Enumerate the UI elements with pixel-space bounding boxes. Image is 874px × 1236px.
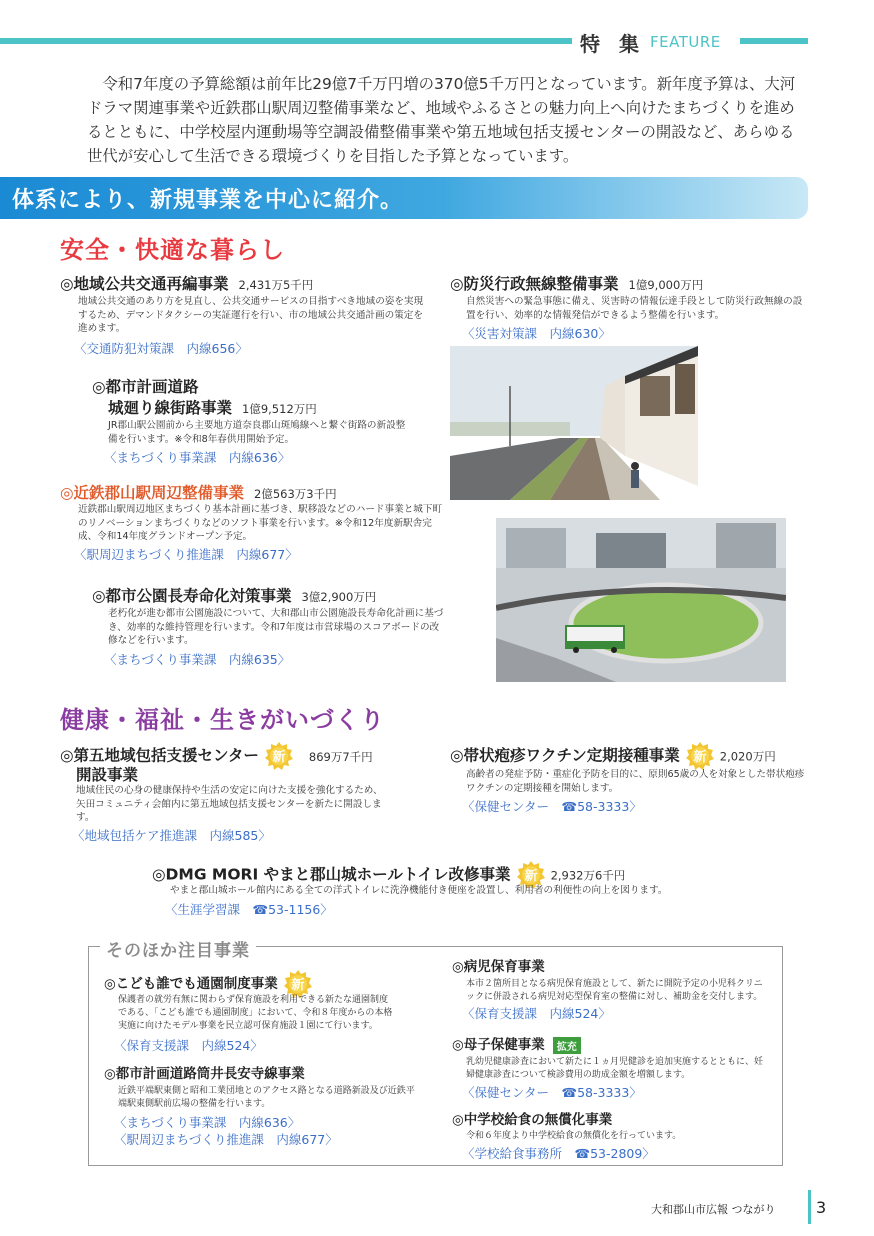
- item-budget: 1億9,512万円: [242, 402, 317, 416]
- item-contact: 〈生涯学習課 ☎53-1156〉: [165, 902, 333, 917]
- header-rule-left: [0, 38, 572, 44]
- item-contact: 〈まちづくり事業課 内線636〉: [104, 450, 291, 465]
- feature-subtitle: FEATURE: [650, 33, 721, 51]
- other-item-title: ◎こども誰でも通園制度事業 新: [104, 970, 318, 998]
- item-contact: 〈地域包括ケア推進課 内線585〉: [72, 828, 271, 843]
- item-budget: 2,431万5千円: [238, 278, 314, 292]
- item-desc: 老朽化が進む都市公園施設について、大和郡山市公園施設長寿命化計画に基づき、効率的な維持管理を行います。令和7年度は市営球場のスコアボードの改修などを行います。: [108, 608, 444, 646]
- other-item-contact: 〈保健センター ☎58-3333〉: [462, 1085, 642, 1100]
- station-plaza-rendering-image: [496, 518, 786, 682]
- item-budget: 2,020万円: [719, 749, 776, 764]
- other-item-title: ◎都市計画道路筒井長安寺線事業: [104, 1066, 305, 1082]
- intro-paragraph: 令和7年度の予算総額は前年比29億7千万円増の370億5千万円となっています。新年度予算は、大河ドラマ関連事業や近鉄郡山駅周辺整備事業など、地域やふるさとの魅力向上へ向けたまちづくりを進めるとともに、中学校屋内運動場等空調設備整備事業や第五地域包括支援センターの開設など、あらゆる世代が安心して生活できる環境づくりを目指した予算となっています。: [87, 75, 796, 165]
- other-projects-title: そのほか注目事業: [100, 936, 256, 961]
- category-safety: 安全・快適な暮らし: [60, 236, 285, 264]
- item-desc: 自然災害への緊急事態に備え、災害時の情報伝達手段として防災行政無線の設置を行い、効率的な情報発信ができるよう整備を行います。: [466, 296, 803, 321]
- item-title: ◎近鉄郡山駅周辺整備事業 2億563万3千円: [60, 484, 337, 502]
- feature-title: 特 集: [580, 32, 645, 56]
- item-title: ◎第五地域包括支援センター 新 869万7千円: [60, 742, 373, 770]
- publication-name: 大和郡山市広報 つながり: [651, 1203, 776, 1216]
- other-item-contact: 〈学校給食事務所 ☎53-2809〉: [462, 1146, 655, 1161]
- item-contact: 〈駅周辺まちづくり推進課 内線677〉: [74, 547, 298, 562]
- svg-text:新: 新: [693, 750, 707, 765]
- svg-text:新: 新: [524, 869, 538, 884]
- svg-text:新: 新: [291, 978, 305, 993]
- item-desc: JR郡山駅公園前から主要地方道奈良郡山斑鳩線へと繋ぐ街路の新設整備を行います。※令和8年春供用開始予定。: [108, 420, 406, 445]
- item-desc: 地域住民の心身の健康保持や生活の安定に向けた支援を強化するため、矢田コミュニティ会館内に第五地域包括支援センターを新たに開設します。: [76, 785, 383, 823]
- item-title: ◎都市計画道路: [92, 378, 199, 396]
- other-item-desc: 近鉄平端駅東側と昭和工業団地とのアクセス路となる道路新設及び近鉄平端駅東側駅前広場の整備を行います。: [118, 1086, 415, 1109]
- category-health: 健康・福祉・生きがいづくり: [60, 706, 385, 734]
- banner-text: 体系により、新規事業を中心に紹介。: [12, 188, 404, 213]
- other-item-contact: 〈保育支援課 内線524〉: [462, 1006, 611, 1021]
- item-desc: 地域公共交通のあり方を見直し、公共交通サービスの目指すべき地域の姿を実現するため、デマンドタクシーの実証運行を行い、市の地域公共交通計画の策定を進めます。: [78, 296, 424, 334]
- other-item-title: ◎病児保育事業: [452, 959, 545, 975]
- item-desc: 近鉄郡山駅周辺地区まちづくり基本計画に基づき、駅移設などのハード事業と城下町のリノベーションまちづくりなどのソフト事業を行います。※令和12年度新駅舎完成、令和14年度グランドオープン予定。: [78, 504, 443, 542]
- other-item-desc: 本市２箇所目となる病児保育施設として、新たに開院予定の小児科クリニックに併設される病児対応型保育室の整備に対し、補助金を交付します。: [466, 979, 763, 1002]
- item-contact: 〈交通防犯対策課 内線656〉: [74, 341, 248, 356]
- page-number: 3: [816, 1198, 827, 1217]
- other-item-contact: 〈保育支援課 内線524〉: [114, 1038, 263, 1053]
- other-item-desc: 令和６年度より中学校給食の無償化を行っています。: [466, 1131, 682, 1141]
- footer-divider: [808, 1190, 811, 1224]
- other-item-contact: 〈駅周辺まちづくり推進課 内線677〉: [114, 1132, 338, 1147]
- other-item-desc: 保護者の就労有無に関わらず保育施設を利用できる新たな通園制度である、「こども誰でも通園制度」において、令和８年度からの本格実施に向けたモデル事業を民立認可保育施設１園にて行います。: [118, 995, 393, 1031]
- item-contact: 〈保健センター ☎58-3333〉: [462, 799, 642, 814]
- other-item-title: ◎中学校給食の無償化事業: [452, 1112, 613, 1128]
- expanded-badge: 拡充: [553, 1037, 581, 1054]
- svg-text:新: 新: [272, 750, 286, 765]
- item-title-line2: 城廻り線街路事業 1億9,512万円: [108, 399, 317, 417]
- item-title: ◎DMG MORI やまと郡山城ホールトイレ改修事業 新 2,932万6千円: [152, 861, 625, 889]
- item-title: ◎都市公園長寿命化対策事業 3億2,900万円: [92, 587, 377, 605]
- new-badge-icon: [686, 742, 714, 770]
- item-title: ◎地域公共交通再編事業 2,431万5千円: [60, 275, 314, 293]
- new-badge-icon: [265, 742, 293, 770]
- item-title: ◎防災行政無線整備事業 1億9,000万円: [450, 275, 704, 293]
- other-item-contact: 〈まちづくり事業課 内線636〉: [114, 1115, 301, 1130]
- other-item-desc: 乳幼児健康診査において新たに１ヵ月児健診を追加実施するとともに、妊婦健康診査について検診費用の助成金額を増額します。: [466, 1057, 764, 1080]
- item-budget: 2億563万3千円: [254, 487, 337, 501]
- other-item-title: ◎母子保健事業 拡充: [452, 1033, 581, 1054]
- item-title: ◎帯状疱疹ワクチン定期接種事業 新 2,020万円: [450, 742, 776, 770]
- header-rule-right: [740, 38, 808, 44]
- item-contact: 〈まちづくり事業課 内線635〉: [104, 652, 291, 667]
- street-rendering-image: [450, 346, 698, 500]
- section-banner: [0, 177, 808, 219]
- item-budget: 2,932万6千円: [550, 868, 626, 883]
- item-budget: 1億9,000万円: [628, 278, 704, 292]
- item-desc: 高齢者の発症予防・重症化予防を目的に、原則65歳の人を対象とした帯状疱疹ワクチンの定期接種を開始します。: [466, 769, 805, 794]
- item-budget: 3億2,900万円: [301, 590, 377, 604]
- item-desc: やまと郡山城ホール館内にある全ての洋式トイレに洗浄機能付き便座を設置し、利用者の利便性の向上を図ります。: [170, 885, 668, 896]
- item-contact: 〈災害対策課 内線630〉: [462, 326, 611, 341]
- item-title-line2: 開設事業: [76, 766, 139, 784]
- item-budget: 869万7千円: [308, 749, 373, 764]
